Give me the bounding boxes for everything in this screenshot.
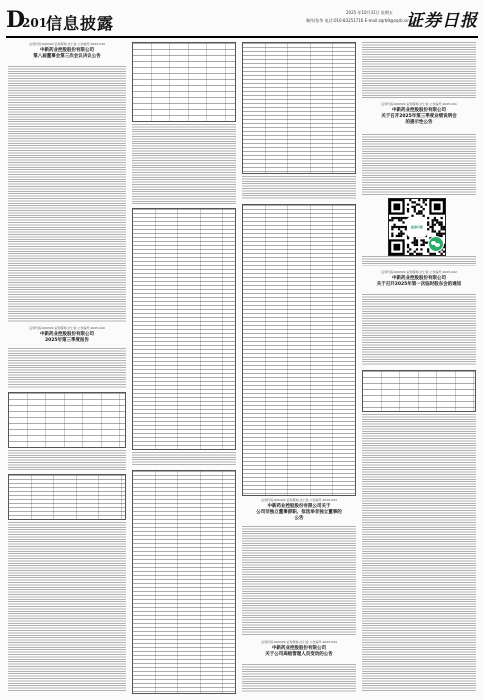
body-text	[362, 134, 476, 196]
body-text	[242, 526, 356, 636]
qr-module	[436, 233, 438, 235]
qr-module	[393, 224, 395, 226]
qr-module	[418, 253, 420, 255]
contact-line: 制作/张华 电话:010-83251716 E-mail:zqrb9@zqrb.sina.net	[306, 18, 421, 23]
date-line: 2025 年10月31日 星期五	[346, 10, 393, 15]
qr-module	[434, 219, 436, 221]
announcement-earnings-call	[362, 102, 476, 125]
qr-module	[427, 217, 429, 219]
qr-module	[443, 228, 445, 230]
qr-module	[441, 233, 443, 235]
announcement-company: 中新药业控股股份有限公司	[392, 276, 446, 281]
qr-module	[434, 217, 436, 219]
announcement-meta: 证券代码:600329 证券简称:达仁堂 公告编号:2025-044	[261, 640, 337, 644]
qr-module	[407, 251, 409, 253]
qr-module	[434, 224, 436, 226]
qr-module	[407, 208, 409, 210]
announcement-title-continued: 公告	[294, 516, 304, 521]
qr-module	[420, 212, 422, 214]
qr-module	[420, 248, 422, 250]
announcement-board-resolution	[8, 42, 126, 59]
column-1	[8, 42, 126, 692]
qr-finder	[393, 203, 400, 210]
cash-flow-table	[132, 470, 236, 694]
qr-module	[391, 219, 393, 221]
qr-module	[441, 217, 443, 219]
qr-module	[432, 221, 434, 223]
qr-module	[420, 206, 422, 208]
qr-module	[418, 203, 420, 205]
section-title: 信息披露	[46, 14, 115, 33]
qr-module	[432, 228, 434, 230]
announcement-director-change	[242, 498, 356, 521]
qr-module	[391, 217, 393, 219]
qr-module	[396, 235, 398, 237]
qr-module	[423, 199, 425, 201]
qr-module	[432, 226, 434, 228]
qr-module	[414, 237, 416, 239]
body-text	[362, 414, 476, 692]
financial-table	[8, 474, 126, 520]
qr-module	[407, 210, 409, 212]
announcement-meta: 证券代码:600329 证券简称:达仁堂 公告编号:2025-039	[29, 42, 105, 46]
qr-module	[400, 226, 402, 228]
qr-module	[393, 217, 395, 219]
masthead-rule	[6, 36, 478, 38]
announcement-company: 中新药业控股股份有限公司	[272, 646, 326, 651]
qr-module	[402, 217, 404, 219]
qr-module	[441, 228, 443, 230]
voting-table	[362, 370, 476, 412]
qr-module	[409, 253, 411, 255]
announcement-title: 公司非独立董事辞职、拟选举非独立董事的	[256, 510, 342, 515]
qr-module	[400, 230, 402, 232]
qr-module	[420, 244, 422, 246]
qr-module	[423, 201, 425, 203]
qr-module	[416, 248, 418, 250]
qr-module	[414, 206, 416, 208]
announcement-company: 中新药业控股股份有限公司关于	[267, 504, 331, 509]
body-text	[8, 348, 126, 388]
announcement-company: 中新药业控股股份有限公司	[392, 108, 446, 113]
qr-module	[400, 217, 402, 219]
qr-module	[416, 253, 418, 255]
qr-module	[414, 239, 416, 241]
qr-module	[391, 233, 393, 235]
qr-module	[396, 226, 398, 228]
qr-module	[398, 235, 400, 237]
qr-module	[416, 242, 418, 244]
qr-module	[393, 226, 395, 228]
announcement-company: 中新药业控股股份有限公司	[40, 48, 94, 53]
qr-module	[438, 233, 440, 235]
qr-module	[389, 219, 391, 221]
qr-module	[414, 208, 416, 210]
newspaper-brand-logo: 证券日报	[406, 11, 478, 31]
qr-module	[441, 221, 443, 223]
qr-module	[414, 244, 416, 246]
qr-module	[423, 208, 425, 210]
announcement-meta: 证券代码:600329 证券简称:达仁堂 公告编号:2025-042	[381, 270, 457, 274]
qr-module	[407, 237, 409, 239]
qr-module	[425, 199, 427, 201]
qr-module	[427, 224, 429, 226]
announcement-title: 第八届董事会第三次会议决议公告	[33, 54, 101, 59]
announcement-meta: 证券代码:600329 证券简称:达仁堂 公告编号:2025-040	[29, 326, 105, 330]
qr-module	[425, 203, 427, 205]
column-3	[242, 42, 356, 692]
qr-module	[402, 221, 404, 223]
qr-module	[438, 224, 440, 226]
qr-module	[411, 206, 413, 208]
qr-module	[416, 239, 418, 241]
qr-module	[414, 210, 416, 212]
body-text	[242, 176, 356, 200]
body-text	[362, 294, 476, 366]
income-statement-table	[242, 42, 356, 174]
qr-module	[443, 233, 445, 235]
qr-module	[427, 221, 429, 223]
body-text	[242, 664, 356, 692]
qr-module	[398, 228, 400, 230]
announcement-executive-change	[242, 640, 356, 657]
qr-module	[423, 242, 425, 244]
body-text	[8, 450, 126, 470]
qr-module	[416, 203, 418, 205]
qr-module	[432, 253, 434, 255]
qr-module	[423, 244, 425, 246]
column-4	[362, 42, 476, 692]
qr-module	[414, 242, 416, 244]
cash-flow-table	[242, 204, 356, 496]
announcement-meta: 证券代码:600329 证券简称:达仁堂 公告编号:2025-041	[381, 102, 457, 106]
column-2	[132, 42, 236, 692]
qr-module	[418, 210, 420, 212]
qr-module	[420, 239, 422, 241]
announcement-company: 中新药业控股股份有限公司	[40, 332, 94, 337]
qr-module	[398, 233, 400, 235]
qr-module	[441, 253, 443, 255]
qr-module	[400, 235, 402, 237]
announcement-shareholder-meeting	[362, 270, 476, 287]
announcement-title-continued: 的提示性公告	[405, 120, 433, 125]
announcement-title: 2025年第三季度报告	[44, 338, 90, 343]
qr-module	[411, 242, 413, 244]
body-text	[132, 452, 236, 466]
qr-module	[441, 224, 443, 226]
qr-module	[409, 248, 411, 250]
qr-module	[436, 221, 438, 223]
qr-module	[414, 251, 416, 253]
qr-module	[398, 217, 400, 219]
qr-module	[402, 226, 404, 228]
qr-module	[434, 253, 436, 255]
body-text	[132, 124, 236, 204]
announcement-meta: 证券代码:600329 证券简称:达仁堂 公告编号:2025-043	[261, 498, 337, 502]
balance-sheet-table	[132, 208, 236, 450]
financial-table	[132, 42, 236, 122]
qr-module	[391, 235, 393, 237]
qr-module	[438, 230, 440, 232]
announcement-quarterly-report	[8, 326, 126, 343]
body-text	[362, 42, 476, 98]
wechat-icon	[428, 236, 444, 252]
qr-module	[402, 233, 404, 235]
qr-module	[418, 212, 420, 214]
announcement-title: 关于召开2025年第三季度业绩说明会	[381, 114, 457, 119]
qr-module	[398, 219, 400, 221]
qr-module	[400, 233, 402, 235]
qr-finder	[434, 203, 441, 210]
announcement-title: 关于召开2025年第一次临时股东会的通知	[376, 282, 462, 287]
qr-module	[423, 239, 425, 241]
qr-module	[429, 253, 431, 255]
body-text	[8, 66, 126, 322]
qr-module	[398, 226, 400, 228]
qr-module	[436, 219, 438, 221]
qr-module	[427, 228, 429, 230]
financial-table	[8, 392, 126, 448]
qr-module	[411, 253, 413, 255]
page-number: 201	[22, 16, 48, 30]
qr-module	[420, 210, 422, 212]
qr-module	[443, 226, 445, 228]
qr-module	[407, 244, 409, 246]
qr-module	[416, 244, 418, 246]
qr-module	[425, 242, 427, 244]
qr-module	[407, 246, 409, 248]
masthead	[6, 6, 478, 36]
qr-module	[441, 226, 443, 228]
qr-module	[429, 226, 431, 228]
qr-module	[432, 230, 434, 232]
qr-module	[432, 219, 434, 221]
body-text	[8, 522, 126, 692]
qr-module	[411, 201, 413, 203]
qr-module	[438, 221, 440, 223]
qr-module	[420, 253, 422, 255]
qr-module	[427, 251, 429, 253]
qr-module	[396, 217, 398, 219]
qr-module	[400, 219, 402, 221]
qr-module	[434, 230, 436, 232]
section-letter: D	[6, 7, 26, 33]
qr-module	[443, 251, 445, 253]
qr-logo	[407, 217, 427, 237]
qr-logo-text: 证券日报	[410, 225, 423, 229]
qr-finder	[393, 244, 400, 251]
announcement-title: 关于公司高级管理人员变动的公告	[265, 652, 333, 657]
qr-module	[407, 203, 409, 205]
qr-module	[391, 226, 393, 228]
qr-module	[416, 212, 418, 214]
body-text	[362, 256, 476, 266]
qr-module	[391, 228, 393, 230]
qr-module	[409, 199, 411, 201]
qr-module	[414, 201, 416, 203]
qr-module	[432, 224, 434, 226]
qr-module	[418, 199, 420, 201]
